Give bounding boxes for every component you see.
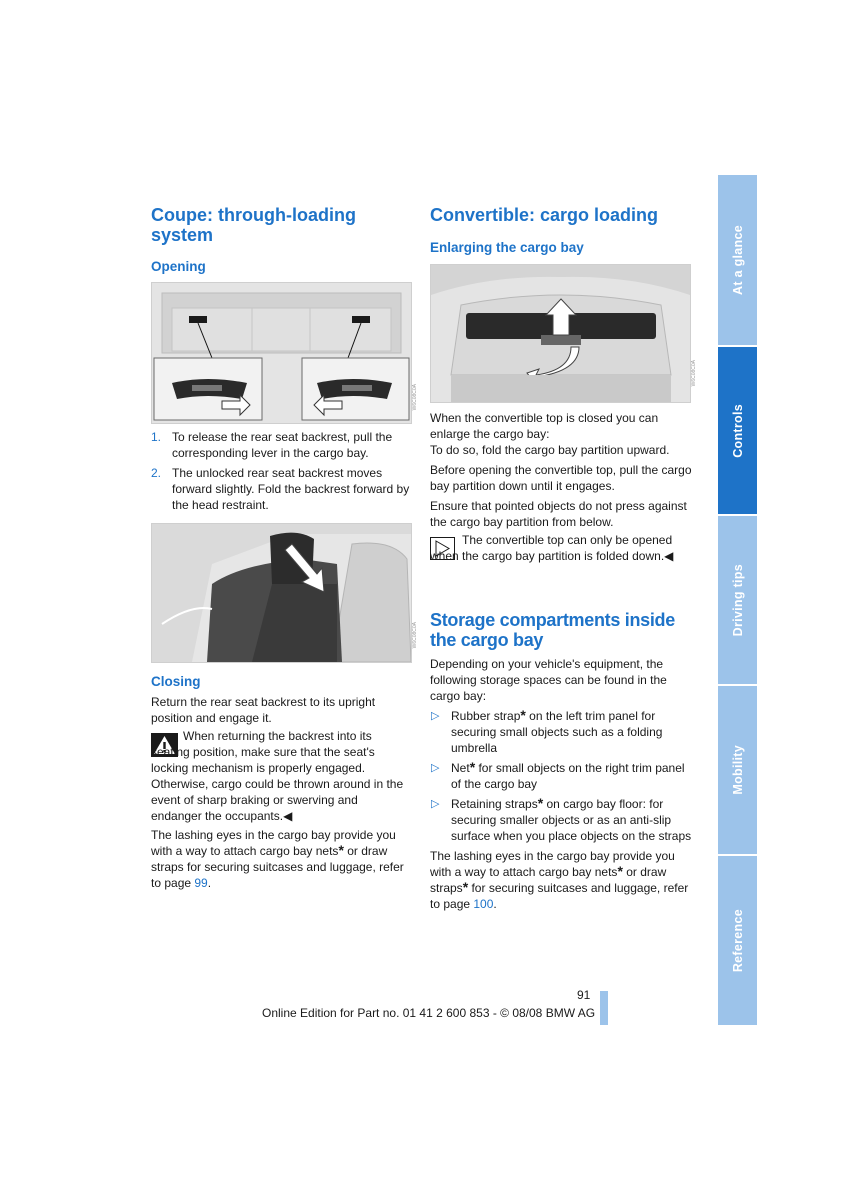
tab-label: Reference	[730, 908, 745, 973]
end-mark: ◀	[664, 549, 674, 563]
figure-fold-backrest	[151, 523, 412, 663]
figure-code: W6C08C0A	[412, 384, 418, 411]
list-item	[430, 708, 692, 756]
figure-code: W6C08C0A	[691, 360, 697, 387]
tab-reference[interactable]	[718, 856, 757, 1025]
storage-list	[430, 708, 692, 844]
period: .	[493, 897, 497, 911]
section-title-convertible: Convertible: cargo loading	[430, 205, 659, 225]
figure-code: W6C08C0A	[412, 622, 418, 649]
tab-label: At a glance	[730, 225, 745, 295]
item-text: Rubber strap	[451, 709, 521, 723]
end-mark: ◀	[283, 809, 293, 823]
footer-edition: Online Edition for Part no. 01 41 2 600 853 - © 08/08 BMW AG	[262, 1006, 596, 1020]
optional-star: *	[462, 879, 469, 895]
note-text-body: The convertible top can only be opened when the cargo bay partition is folded down.	[430, 533, 673, 563]
item-text: Net	[451, 761, 470, 775]
item-text: on the left trim panel for securing small objects such as a folding umbrella	[451, 709, 663, 755]
closing-text: Return the rear seat backrest to its upright position and engage it.	[151, 695, 376, 725]
lashing-text-left	[151, 827, 410, 891]
optional-star: *	[617, 863, 623, 879]
period: .	[207, 876, 212, 890]
enlarge-heading: Enlarging the cargo bay	[430, 240, 584, 255]
item-text: on cargo bay floor: for securing smaller objects or as an anti-slip surface when you place objects on the straps	[451, 797, 692, 843]
triangle-bullet-icon: ▷	[431, 798, 440, 810]
figure-cargo-partition-illustration	[431, 265, 690, 402]
figure-cargo-partition	[430, 264, 691, 403]
note-text	[430, 532, 692, 564]
tab-label: Driving tips	[730, 563, 745, 637]
opening-steps	[151, 429, 410, 517]
page-link-100[interactable]: 100	[473, 897, 494, 911]
optional-star: *	[537, 795, 544, 811]
list-item	[430, 760, 692, 792]
warning-text	[151, 728, 410, 824]
para-enlarge: When the convertible top is closed you can enlarge the cargo bay:	[430, 411, 659, 441]
lashing-text-part: for securing suitcases and luggage, refer to page	[430, 881, 689, 911]
section-title-coupe: Coupe: through-loading system	[151, 205, 356, 245]
step-item	[151, 429, 410, 461]
tab-mobility[interactable]	[718, 686, 757, 854]
triangle-bullet-icon: ▷	[431, 710, 440, 722]
step-text: To release the rear seat backrest, pull the corresponding lever in the cargo bay.	[172, 430, 393, 460]
list-item	[430, 796, 692, 844]
para-fold-up: To do so, fold the cargo bay partition upward.	[430, 443, 670, 457]
opening-heading: Opening	[151, 259, 206, 274]
storage-body	[430, 656, 692, 912]
optional-star: *	[338, 842, 344, 858]
item-text: Retaining straps	[451, 797, 538, 811]
lashing-text-right	[430, 848, 692, 912]
page-link-99[interactable]: 99	[194, 876, 208, 890]
item-text: for small objects on the right trim panel of the cargo bay	[451, 761, 685, 791]
lashing-text-part: or draw straps	[430, 865, 667, 895]
optional-star: *	[469, 759, 476, 775]
para-pointed-objects: Ensure that pointed objects do not press against the cargo bay partition from below.	[430, 499, 687, 529]
lashing-text-part: The lashing eyes in the cargo bay provide you with a way to attach cargo bay nets	[430, 849, 675, 879]
step-number: 1.	[151, 430, 162, 444]
tab-controls[interactable]	[718, 347, 757, 514]
lashing-text-part: The lashing eyes in the cargo bay provide you with a way to attach cargo bay nets	[151, 828, 396, 858]
tab-driving-tips[interactable]	[718, 516, 757, 684]
step-text: The unlocked rear seat backrest moves forward slightly. Fold the backrest forward by the head restraint.	[172, 466, 410, 512]
closing-heading: Closing	[151, 674, 201, 689]
storage-intro: Depending on your vehicle's equipment, the following storage spaces can be found in the cargo bay:	[430, 657, 667, 703]
warning-text-body: When returning the backrest into its seating position, make sure that the seat's locking mechanism is properly engaged. Otherwise, cargo could be thrown around in the event of sharp braking or swerving and endanger the occupants.	[151, 729, 404, 823]
triangle-bullet-icon: ▷	[431, 762, 440, 774]
figure-rear-seat-release-illustration	[152, 283, 411, 423]
para-pull-down: Before opening the convertible top, pull the cargo bay partition down until it engages.	[430, 463, 692, 493]
figure-rear-seat-release	[151, 282, 412, 424]
figure-fold-backrest-illustration	[152, 524, 411, 662]
tab-at-a-glance[interactable]	[718, 175, 757, 345]
optional-star: *	[520, 707, 526, 723]
tab-label: Mobility	[730, 745, 745, 795]
convertible-body	[430, 410, 692, 534]
lashing-text-part: or draw straps for securing suitcases and luggage, refer to page	[151, 844, 404, 890]
section-title-storage: Storage compartments inside the cargo bay	[430, 610, 675, 650]
step-item	[151, 465, 410, 513]
page-marker-bar	[600, 991, 608, 1025]
step-number: 2.	[151, 466, 162, 480]
tab-label: Controls	[730, 403, 745, 458]
page-number: 91	[577, 988, 591, 1002]
